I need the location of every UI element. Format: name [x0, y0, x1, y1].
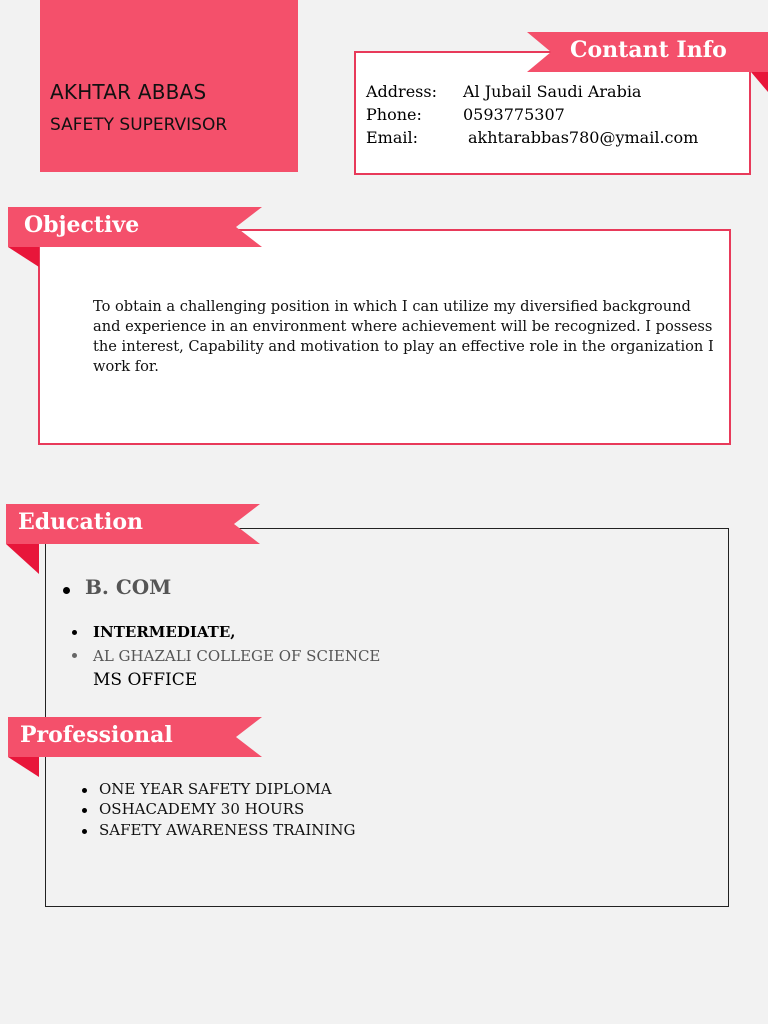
- professional-ribbon-fold: [8, 757, 39, 777]
- objective-text: To obtain a challenging position in which I can utilize my diversified background and experience in an environment where achievement will be recognized. I possess the interest, Capability and motivation to play an effective role in the organization I work for.: [93, 298, 714, 375]
- candidate-name: AKHTAR ABBAS: [50, 80, 207, 104]
- education-ribbon-fold: [6, 544, 39, 574]
- objective-heading: Objective: [24, 212, 140, 238]
- objective-ribbon-fold: [8, 247, 39, 267]
- degree: B. COM: [85, 575, 172, 599]
- email-value: akhtarabbas780@ymail.com: [468, 128, 699, 147]
- professional-ribbon: [8, 717, 262, 757]
- edu-bullet-1: [72, 630, 77, 635]
- pro-bullet-1: [82, 788, 87, 793]
- pro-item-oshacademy: OSHACADEMY 30 HOURS: [99, 800, 305, 818]
- email-label: Email:: [366, 128, 419, 147]
- phone-label: Phone:: [366, 105, 422, 124]
- education-heading: Education: [18, 509, 143, 535]
- education-ribbon: [6, 504, 260, 544]
- pro-item-awareness: SAFETY AWARENESS TRAINING: [99, 821, 356, 839]
- address-label: Address:: [366, 82, 437, 101]
- edu-item-intermediate: INTERMEDIATE,: [93, 623, 236, 641]
- pro-item-diploma: ONE YEAR SAFETY DIPLOMA: [99, 780, 332, 798]
- degree-bullet: [63, 587, 70, 594]
- edu-bullet-2: [72, 653, 77, 658]
- job-title: SAFETY SUPERVISOR: [50, 115, 228, 135]
- pro-bullet-2: [82, 808, 87, 813]
- contact-ribbon-fold: [751, 72, 768, 92]
- pro-bullet-3: [82, 829, 87, 834]
- objective-ribbon: [8, 207, 262, 247]
- phone-value: 0593775307: [463, 105, 565, 124]
- edu-item-ms-office: MS OFFICE: [93, 670, 198, 690]
- contact-ribbon: [527, 32, 768, 72]
- professional-heading: Professional: [20, 722, 173, 748]
- contact-heading: Contant Info: [570, 37, 727, 63]
- edu-item-college: AL GHAZALI COLLEGE OF SCIENCE: [93, 647, 381, 665]
- address-value: Al Jubail Saudi Arabia: [463, 82, 642, 101]
